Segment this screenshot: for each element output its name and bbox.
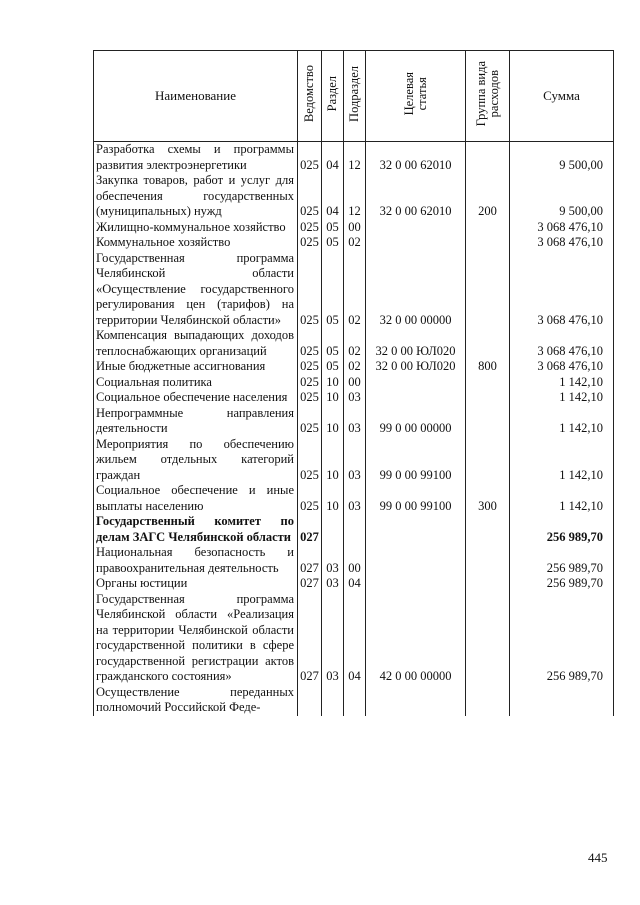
cell-celevaya: 32 0 00 ЮЛ020 <box>366 359 466 375</box>
cell-summa: 3 068 476,10 <box>510 359 614 375</box>
cell-ved: 027 <box>298 545 322 576</box>
cell-razdel: 10 <box>322 406 344 437</box>
cell-podrazdel <box>344 514 366 545</box>
cell-razdel: 10 <box>322 437 344 484</box>
cell-name: Жилищно-коммунальное хозяйство <box>94 220 298 236</box>
cell-gruppa <box>466 406 510 437</box>
cell-name: Государственная программа Челябинской области «Осуществление государственного регулирования цен (тарифов) на территории Челябинской области» <box>94 251 298 329</box>
cell-celevaya: 99 0 00 00000 <box>366 406 466 437</box>
cell-celevaya: 32 0 00 ЮЛ020 <box>366 328 466 359</box>
cell-celevaya <box>366 220 466 236</box>
cell-name: Компенсация выпадающих доходов теплоснабжающих организаций <box>94 328 298 359</box>
table-row <box>94 251 614 329</box>
cell-name: Национальная безопасность и правоохранительная деятельность <box>94 545 298 576</box>
cell-gruppa <box>466 545 510 576</box>
cell-gruppa: 200 <box>466 173 510 220</box>
cell-gruppa <box>466 142 510 174</box>
table-row <box>94 359 614 375</box>
table-row <box>94 220 614 236</box>
cell-podrazdel: 00 <box>344 545 366 576</box>
cell-celevaya: 32 0 00 00000 <box>366 251 466 329</box>
cell-summa: 9 500,00 <box>510 142 614 174</box>
cell-ved: 025 <box>298 375 322 391</box>
cell-name: Государственный комитет по делам ЗАГС Челябинской области <box>94 514 298 545</box>
cell-celevaya: 32 0 00 62010 <box>366 142 466 174</box>
cell-ved: 025 <box>298 359 322 375</box>
cell-gruppa <box>466 390 510 406</box>
cell-podrazdel: 03 <box>344 437 366 484</box>
cell-razdel: 10 <box>322 483 344 514</box>
cell-celevaya: 99 0 00 99100 <box>366 483 466 514</box>
cell-name: Социальное обеспечение и иные выплаты населению <box>94 483 298 514</box>
cell-razdel: 04 <box>322 142 344 174</box>
cell-podrazdel: 02 <box>344 328 366 359</box>
header-razdel-cell <box>322 51 344 142</box>
cell-summa: 3 068 476,10 <box>510 328 614 359</box>
cell-ved: 027 <box>298 576 322 592</box>
header-ved-cell <box>298 51 322 142</box>
cell-ved: 025 <box>298 483 322 514</box>
header-celevaya: Целевая статья <box>401 72 429 116</box>
cell-razdel <box>322 685 344 716</box>
cell-podrazdel: 02 <box>344 251 366 329</box>
cell-celevaya <box>366 685 466 716</box>
cell-summa: 256 989,70 <box>510 592 614 685</box>
cell-podrazdel <box>344 685 366 716</box>
table-row <box>94 328 614 359</box>
page-number: 445 <box>588 850 608 865</box>
cell-ved: 025 <box>298 390 322 406</box>
cell-razdel: 10 <box>322 390 344 406</box>
cell-summa: 1 142,10 <box>510 390 614 406</box>
cell-gruppa <box>466 328 510 359</box>
cell-ved: 027 <box>298 514 322 545</box>
cell-summa: 1 142,10 <box>510 483 614 514</box>
cell-name: Закупка товаров, работ и услуг для обеспечения государственных (муниципальных) нужд <box>94 173 298 220</box>
cell-summa: 3 068 476,10 <box>510 235 614 251</box>
cell-ved: 025 <box>298 142 322 174</box>
cell-gruppa: 300 <box>466 483 510 514</box>
cell-podrazdel: 00 <box>344 375 366 391</box>
cell-podrazdel: 12 <box>344 142 366 174</box>
cell-name: Осуществление переданных полномочий Российской Феде- <box>94 685 298 716</box>
cell-celevaya <box>366 514 466 545</box>
cell-podrazdel: 12 <box>344 173 366 220</box>
cell-summa <box>510 685 614 716</box>
cell-ved: 025 <box>298 220 322 236</box>
cell-celevaya <box>366 390 466 406</box>
cell-gruppa <box>466 375 510 391</box>
table-header-row <box>94 51 614 142</box>
table-row <box>94 483 614 514</box>
table-row <box>94 592 614 685</box>
cell-ved: 025 <box>298 437 322 484</box>
table-row <box>94 375 614 391</box>
cell-summa: 9 500,00 <box>510 173 614 220</box>
table-row <box>94 390 614 406</box>
cell-name: Мероприятия по обеспечению жильем отдельных категорий граждан <box>94 437 298 484</box>
cell-name: Социальная политика <box>94 375 298 391</box>
cell-podrazdel: 02 <box>344 235 366 251</box>
cell-razdel: 03 <box>322 545 344 576</box>
header-gruppa: Группа вида расходов <box>473 61 501 127</box>
cell-summa: 256 989,70 <box>510 576 614 592</box>
cell-celevaya: 42 0 00 00000 <box>366 592 466 685</box>
cell-razdel: 05 <box>322 235 344 251</box>
cell-razdel: 03 <box>322 592 344 685</box>
table-row <box>94 173 614 220</box>
header-celevaya-cell <box>366 51 466 142</box>
table-row <box>94 514 614 545</box>
cell-gruppa <box>466 235 510 251</box>
header-podrazdel: Подраздел <box>347 65 361 122</box>
table-row <box>94 235 614 251</box>
cell-ved: 025 <box>298 406 322 437</box>
table-row <box>94 142 614 174</box>
cell-celevaya <box>366 375 466 391</box>
cell-celevaya <box>366 235 466 251</box>
cell-summa: 1 142,10 <box>510 406 614 437</box>
cell-celevaya <box>366 545 466 576</box>
cell-ved: 025 <box>298 173 322 220</box>
cell-podrazdel: 03 <box>344 483 366 514</box>
table-row <box>94 545 614 576</box>
cell-gruppa <box>466 514 510 545</box>
cell-name: Непрограммные направления деятельности <box>94 406 298 437</box>
cell-ved <box>298 685 322 716</box>
cell-name: Органы юстиции <box>94 576 298 592</box>
cell-razdel: 05 <box>322 328 344 359</box>
cell-gruppa <box>466 592 510 685</box>
cell-razdel: 05 <box>322 220 344 236</box>
table-row <box>94 576 614 592</box>
cell-podrazdel: 04 <box>344 576 366 592</box>
cell-celevaya: 32 0 00 62010 <box>366 173 466 220</box>
cell-razdel: 05 <box>322 359 344 375</box>
cell-summa: 1 142,10 <box>510 437 614 484</box>
cell-name: Разработка схемы и программы развития электроэнергетики <box>94 142 298 174</box>
cell-podrazdel: 00 <box>344 220 366 236</box>
header-summa: Сумма <box>510 51 614 142</box>
cell-ved: 025 <box>298 251 322 329</box>
table-row <box>94 685 614 716</box>
cell-summa: 1 142,10 <box>510 375 614 391</box>
cell-gruppa <box>466 251 510 329</box>
cell-podrazdel: 04 <box>344 592 366 685</box>
cell-name: Коммунальное хозяйство <box>94 235 298 251</box>
header-name: Наименование <box>94 51 298 142</box>
table-row <box>94 437 614 484</box>
cell-ved: 025 <box>298 328 322 359</box>
cell-podrazdel: 03 <box>344 390 366 406</box>
header-podrazdel-cell <box>344 51 366 142</box>
cell-summa: 256 989,70 <box>510 545 614 576</box>
header-gruppa-cell <box>466 51 510 142</box>
cell-razdel <box>322 514 344 545</box>
header-ved: Ведомство <box>302 65 316 123</box>
cell-summa: 3 068 476,10 <box>510 251 614 329</box>
cell-podrazdel: 03 <box>344 406 366 437</box>
budget-table <box>93 50 614 716</box>
cell-gruppa <box>466 220 510 236</box>
table-body <box>94 142 614 716</box>
header-razdel: Раздел <box>325 76 339 112</box>
cell-summa: 3 068 476,10 <box>510 220 614 236</box>
cell-razdel: 05 <box>322 251 344 329</box>
table-row <box>94 406 614 437</box>
cell-razdel: 03 <box>322 576 344 592</box>
cell-gruppa <box>466 576 510 592</box>
cell-name: Иные бюджетные ассигнования <box>94 359 298 375</box>
cell-podrazdel: 02 <box>344 359 366 375</box>
cell-name: Социальное обеспечение населения <box>94 390 298 406</box>
cell-summa: 256 989,70 <box>510 514 614 545</box>
cell-gruppa <box>466 437 510 484</box>
cell-razdel: 10 <box>322 375 344 391</box>
cell-name: Государственная программа Челябинской области «Реализация на территории Челябинской области государственной политики в сфере государственной регистрации актов гражданского состояния» <box>94 592 298 685</box>
cell-gruppa: 800 <box>466 359 510 375</box>
cell-razdel: 04 <box>322 173 344 220</box>
cell-celevaya <box>366 576 466 592</box>
cell-ved: 027 <box>298 592 322 685</box>
cell-gruppa <box>466 685 510 716</box>
cell-celevaya: 99 0 00 99100 <box>366 437 466 484</box>
cell-ved: 025 <box>298 235 322 251</box>
